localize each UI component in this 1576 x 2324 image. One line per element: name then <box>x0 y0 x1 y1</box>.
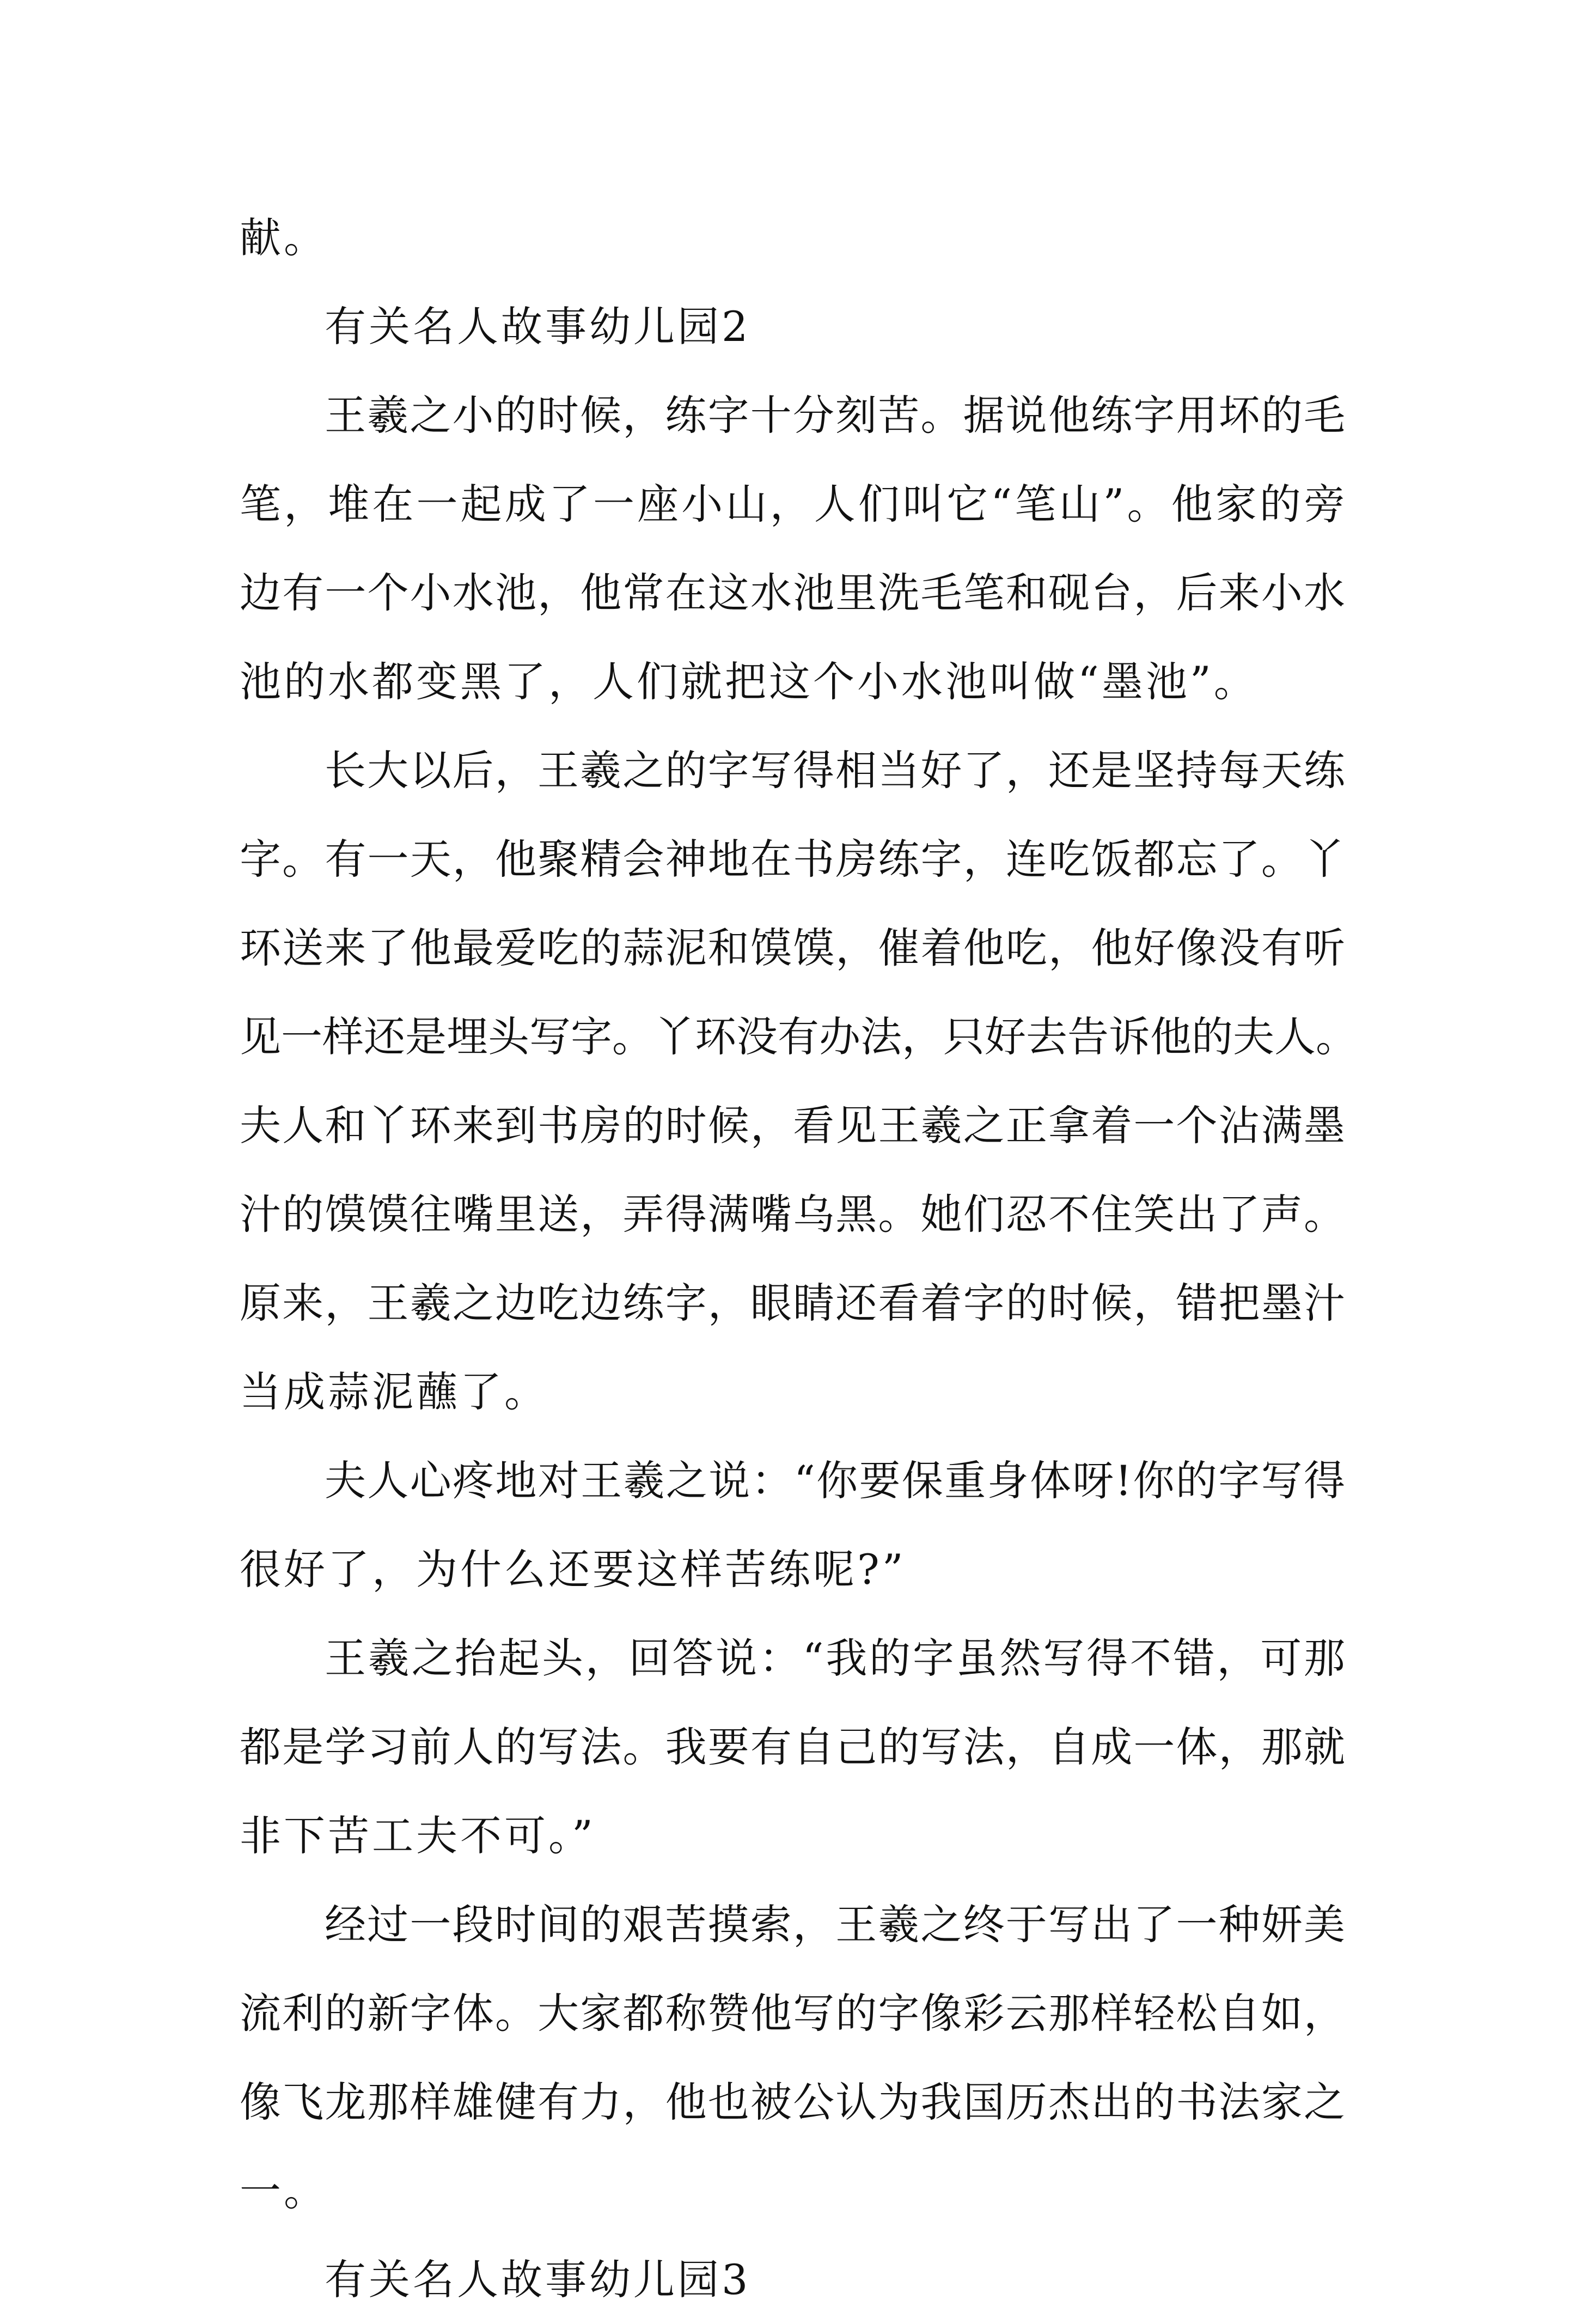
text-line: 当成蒜泥蘸了。 <box>240 1368 548 1416</box>
document-body <box>240 193 1357 2324</box>
text-line: 像飞龙那样雄健有力，他也被公认为我国历杰出的书法家之 <box>240 2078 1345 2126</box>
text-line: 边有一个小水池，他常在这水池里洗毛笔和砚台，后来小水 <box>240 569 1345 617</box>
text-line: 很好了，为什么还要这样苦练呢?” <box>240 1545 906 1594</box>
text-line: 池的水都变黑了，人们就把这个小水池叫做“墨池”。 <box>240 657 1258 706</box>
text-line: 一。 <box>240 2167 328 2215</box>
text-line: 献。 <box>240 214 328 262</box>
text-line: 王羲之抬起头，回答说：“我的字虽然写得不错，可那 <box>325 1634 1345 1682</box>
text-line: 夫人心疼地对王羲之说：“你要保重身体呀!你的字写得 <box>325 1456 1345 1505</box>
text-line: 流利的新字体。大家都称赞他写的字像彩云那样轻松自如， <box>240 1989 1345 2038</box>
text-line: 原来，王羲之边吃边练字，眼睛还看着字的时候，错把墨汁 <box>240 1279 1345 1327</box>
text-line: 经过一段时间的艰苦摸索，王羲之终于写出了一种妍美 <box>325 1900 1345 1949</box>
text-line: 见一样还是埋头写字。丫环没有办法，只好去告诉他的夫人。 <box>240 1012 1357 1061</box>
text-line: 汁的馍馍往嘴里送，弄得满嘴乌黑。她们忍不住笑出了声。 <box>240 1190 1345 1239</box>
text-line: 长大以后，王羲之的字写得相当好了，还是坚持每天练 <box>325 746 1345 795</box>
text-line: 夫人和丫环来到书房的时候，看见王羲之正拿着一个沾满墨 <box>240 1101 1345 1150</box>
text-line: 非下苦工夫不可。” <box>240 1811 596 1860</box>
text-line: 笔，堆在一起成了一座小山，人们叫它“笔山”。他家的旁 <box>240 480 1345 528</box>
text-line: 环送来了他最爱吃的蒜泥和馍馍，催着他吃，他好像没有听 <box>240 924 1345 972</box>
text-line: 都是学习前人的写法。我要有自己的写法，自成一体，那就 <box>240 1723 1345 1771</box>
text-line: 字。有一天，他聚精会神地在书房练字，连吃饭都忘了。丫 <box>240 835 1345 883</box>
text-line: 王羲之小的时候，练字十分刻苦。据说他练字用坏的毛 <box>325 391 1345 440</box>
section-heading: 有关名人故事幼儿园3 <box>325 2255 751 2304</box>
section-heading: 有关名人故事幼儿园2 <box>325 302 751 351</box>
